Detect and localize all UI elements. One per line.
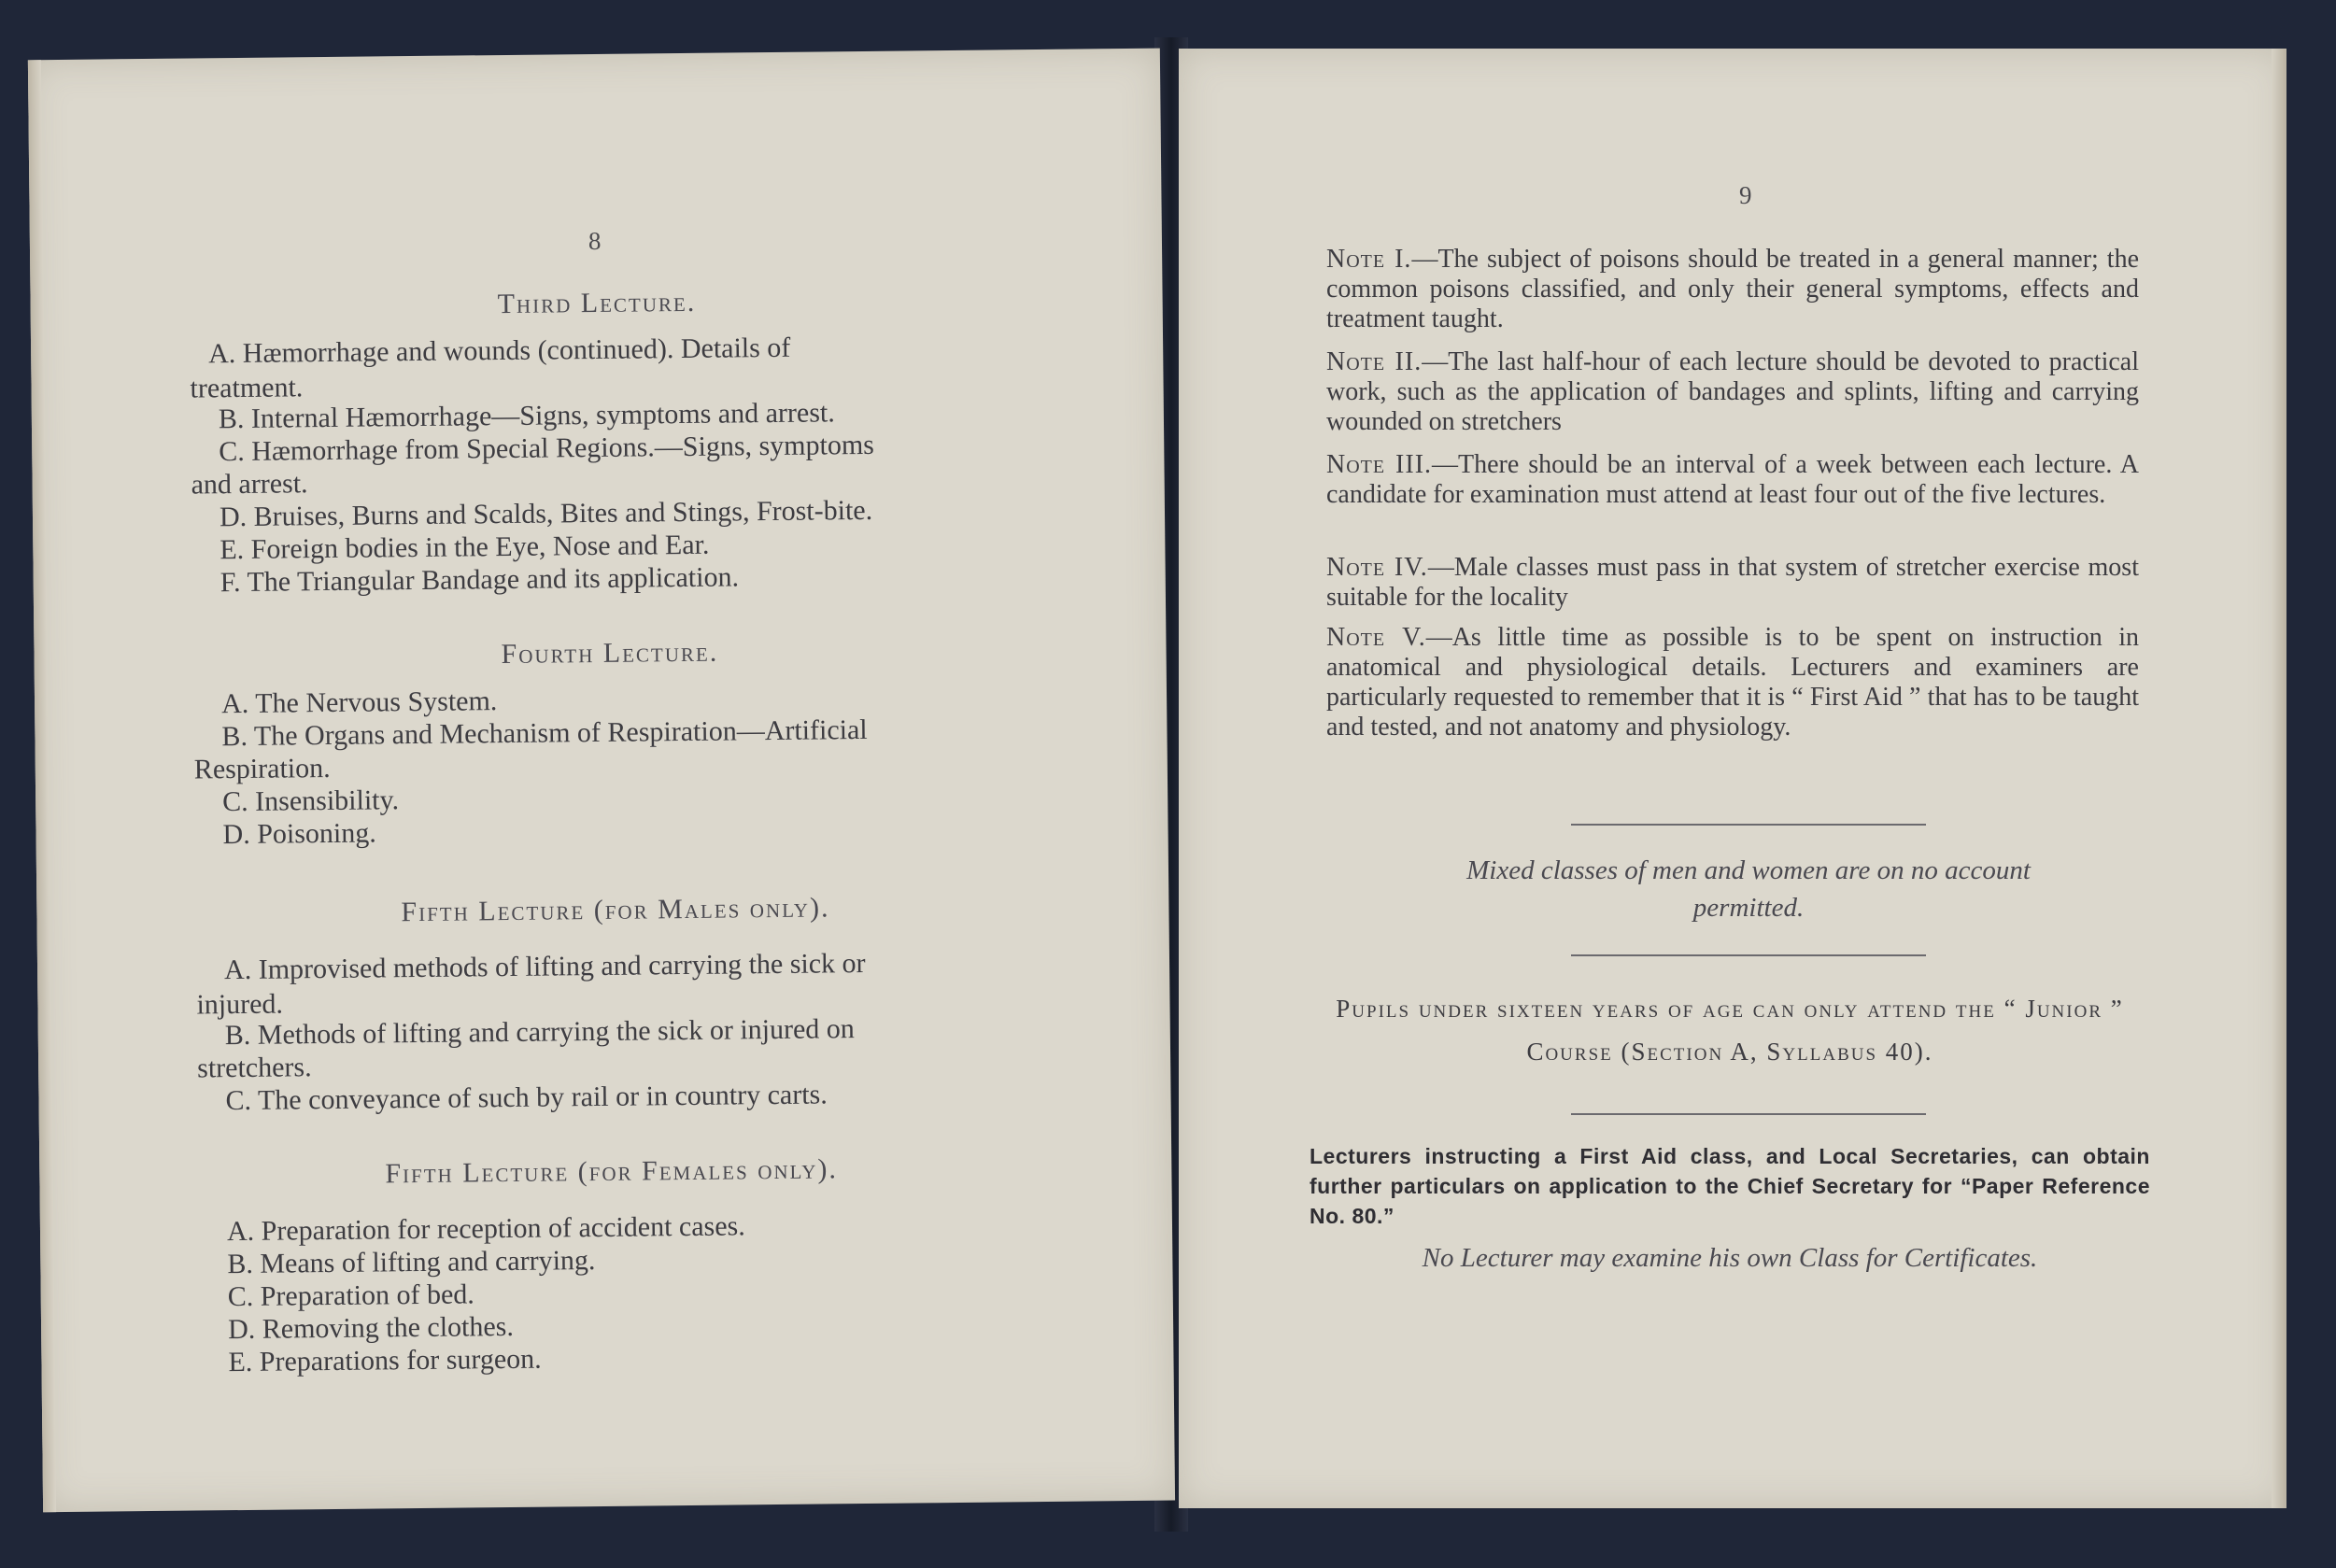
fifth-male-item-a-cont: injured.: [196, 988, 284, 1021]
mixed-classes-notice: Mixed classes of men and women are on no account permitted.: [1466, 855, 2031, 923]
note-4-lead: Note IV.: [1326, 553, 1428, 582]
fourth-lecture-heading: Fourth Lecture.: [501, 636, 719, 671]
third-item-e: E. Foreign bodies in the Eye, Nose and Ear.: [219, 529, 710, 566]
fourth-item-c: C. Insensibility.: [222, 784, 400, 818]
fifth-lecture-males-heading: Fifth Lecture (for Males only).: [401, 892, 830, 928]
third-item-c: C. Hæmorrhage from Special Regions.—Signs, symptoms: [219, 429, 875, 468]
note-5: [1326, 623, 2139, 742]
fifth-lecture-females-heading: Fifth Lecture (for Females only).: [385, 1153, 839, 1190]
fifth-male-item-a: A. Improvised methods of lifting and carrying the sick or: [223, 947, 866, 986]
fourth-item-a: A. The Nervous System.: [220, 685, 498, 720]
divider-1: [1571, 824, 1926, 826]
fifth-female-item-e: E. Preparations for surgeon.: [228, 1343, 542, 1378]
third-item-b: B. Internal Hæmorrhage—Signs, symptoms and arrest.: [218, 397, 835, 435]
fourth-item-b: B. The Organs and Mechanism of Respiration—Artificial: [221, 713, 868, 753]
note-4-text: —Male classes must pass in that system of stretcher exercise most suitable for the locality: [1326, 553, 2139, 612]
note-3-lead: Note III.: [1326, 450, 1433, 479]
fourth-item-d: D. Poisoning.: [222, 817, 376, 851]
fifth-male-item-b: B. Methods of lifting and carrying the sick or injured on: [224, 1013, 855, 1052]
divider-2: [1571, 954, 1926, 956]
fifth-female-item-d: D. Removing the clothes.: [227, 1310, 515, 1346]
third-item-a-cont: treatment.: [190, 372, 304, 404]
third-item-a: A. Hæmorrhage and wounds (continued). Details of: [207, 332, 791, 370]
note-1-lead: Note I.: [1326, 245, 1412, 274]
note-1-text: —The subject of poisons should be treated in a general manner; the common poisons classified, and only their general symptoms, effects and treatment taught.: [1326, 245, 2140, 333]
note-2-text: —The last half-hour of each lecture should be devoted to practical work, such as the application of bandages and splints, lifting and carrying wounded on stretchers: [1326, 347, 2139, 436]
fifth-female-item-c: C. Preparation of bed.: [227, 1278, 475, 1313]
note-5-lead: Note V.: [1326, 623, 1426, 652]
divider-3: [1571, 1113, 1926, 1115]
note-4: [1326, 553, 2139, 613]
fifth-female-item-b: B. Means of lifting and carrying.: [227, 1245, 596, 1280]
fifth-male-item-b-cont: stretchers.: [197, 1052, 312, 1084]
note-5-text: —As little time as possible is to be spent on instruction in anatomical and physiological details. Lecturers and examiners are particularly requested to remember that it is “ First Aid ” that has to be taught and tested, and not anatomy and physiology.: [1326, 623, 2140, 742]
third-item-c-cont: and arrest.: [191, 468, 308, 501]
note-1: [1326, 245, 2139, 334]
third-lecture-heading: Third Lecture.: [497, 286, 697, 320]
fifth-male-item-c: C. The conveyance of such by rail or in country carts.: [225, 1079, 828, 1117]
left-page: [28, 49, 1175, 1513]
pupils-notice: Pupils under sixteen years of age can only attend the “ Junior ” Course (Section A, Syllabus 40).: [1336, 995, 2124, 1066]
note-3-text: —There should be an interval of a week between each lecture. A candidate for examination must attend at least four out of the five lectures.: [1326, 450, 2139, 509]
third-item-d: D. Bruises, Burns and Scalds, Bites and Stings, Frost-bite.: [219, 494, 873, 533]
page-number-right: 9: [1739, 181, 1752, 209]
no-lecturer-notice: No Lecturer may examine his own Class for Certificates.: [1422, 1243, 2038, 1273]
note-3: [1326, 450, 2139, 510]
lecturers-notice: Lecturers instructing a First Aid class, and Local Secretaries, can obtain further particulars on application to the Chief Secretary for “Paper Reference No. 80.”: [1310, 1144, 2150, 1228]
right-page: [1179, 49, 2286, 1508]
third-item-f: F. The Triangular Bandage and its application.: [219, 561, 740, 599]
note-2: [1326, 347, 2139, 437]
page-number-left: 8: [588, 226, 602, 256]
fourth-item-b-cont: Respiration.: [193, 752, 331, 785]
fifth-female-item-a: A. Preparation for reception of accident cases.: [226, 1210, 745, 1248]
note-2-lead: Note II.: [1326, 347, 1423, 376]
